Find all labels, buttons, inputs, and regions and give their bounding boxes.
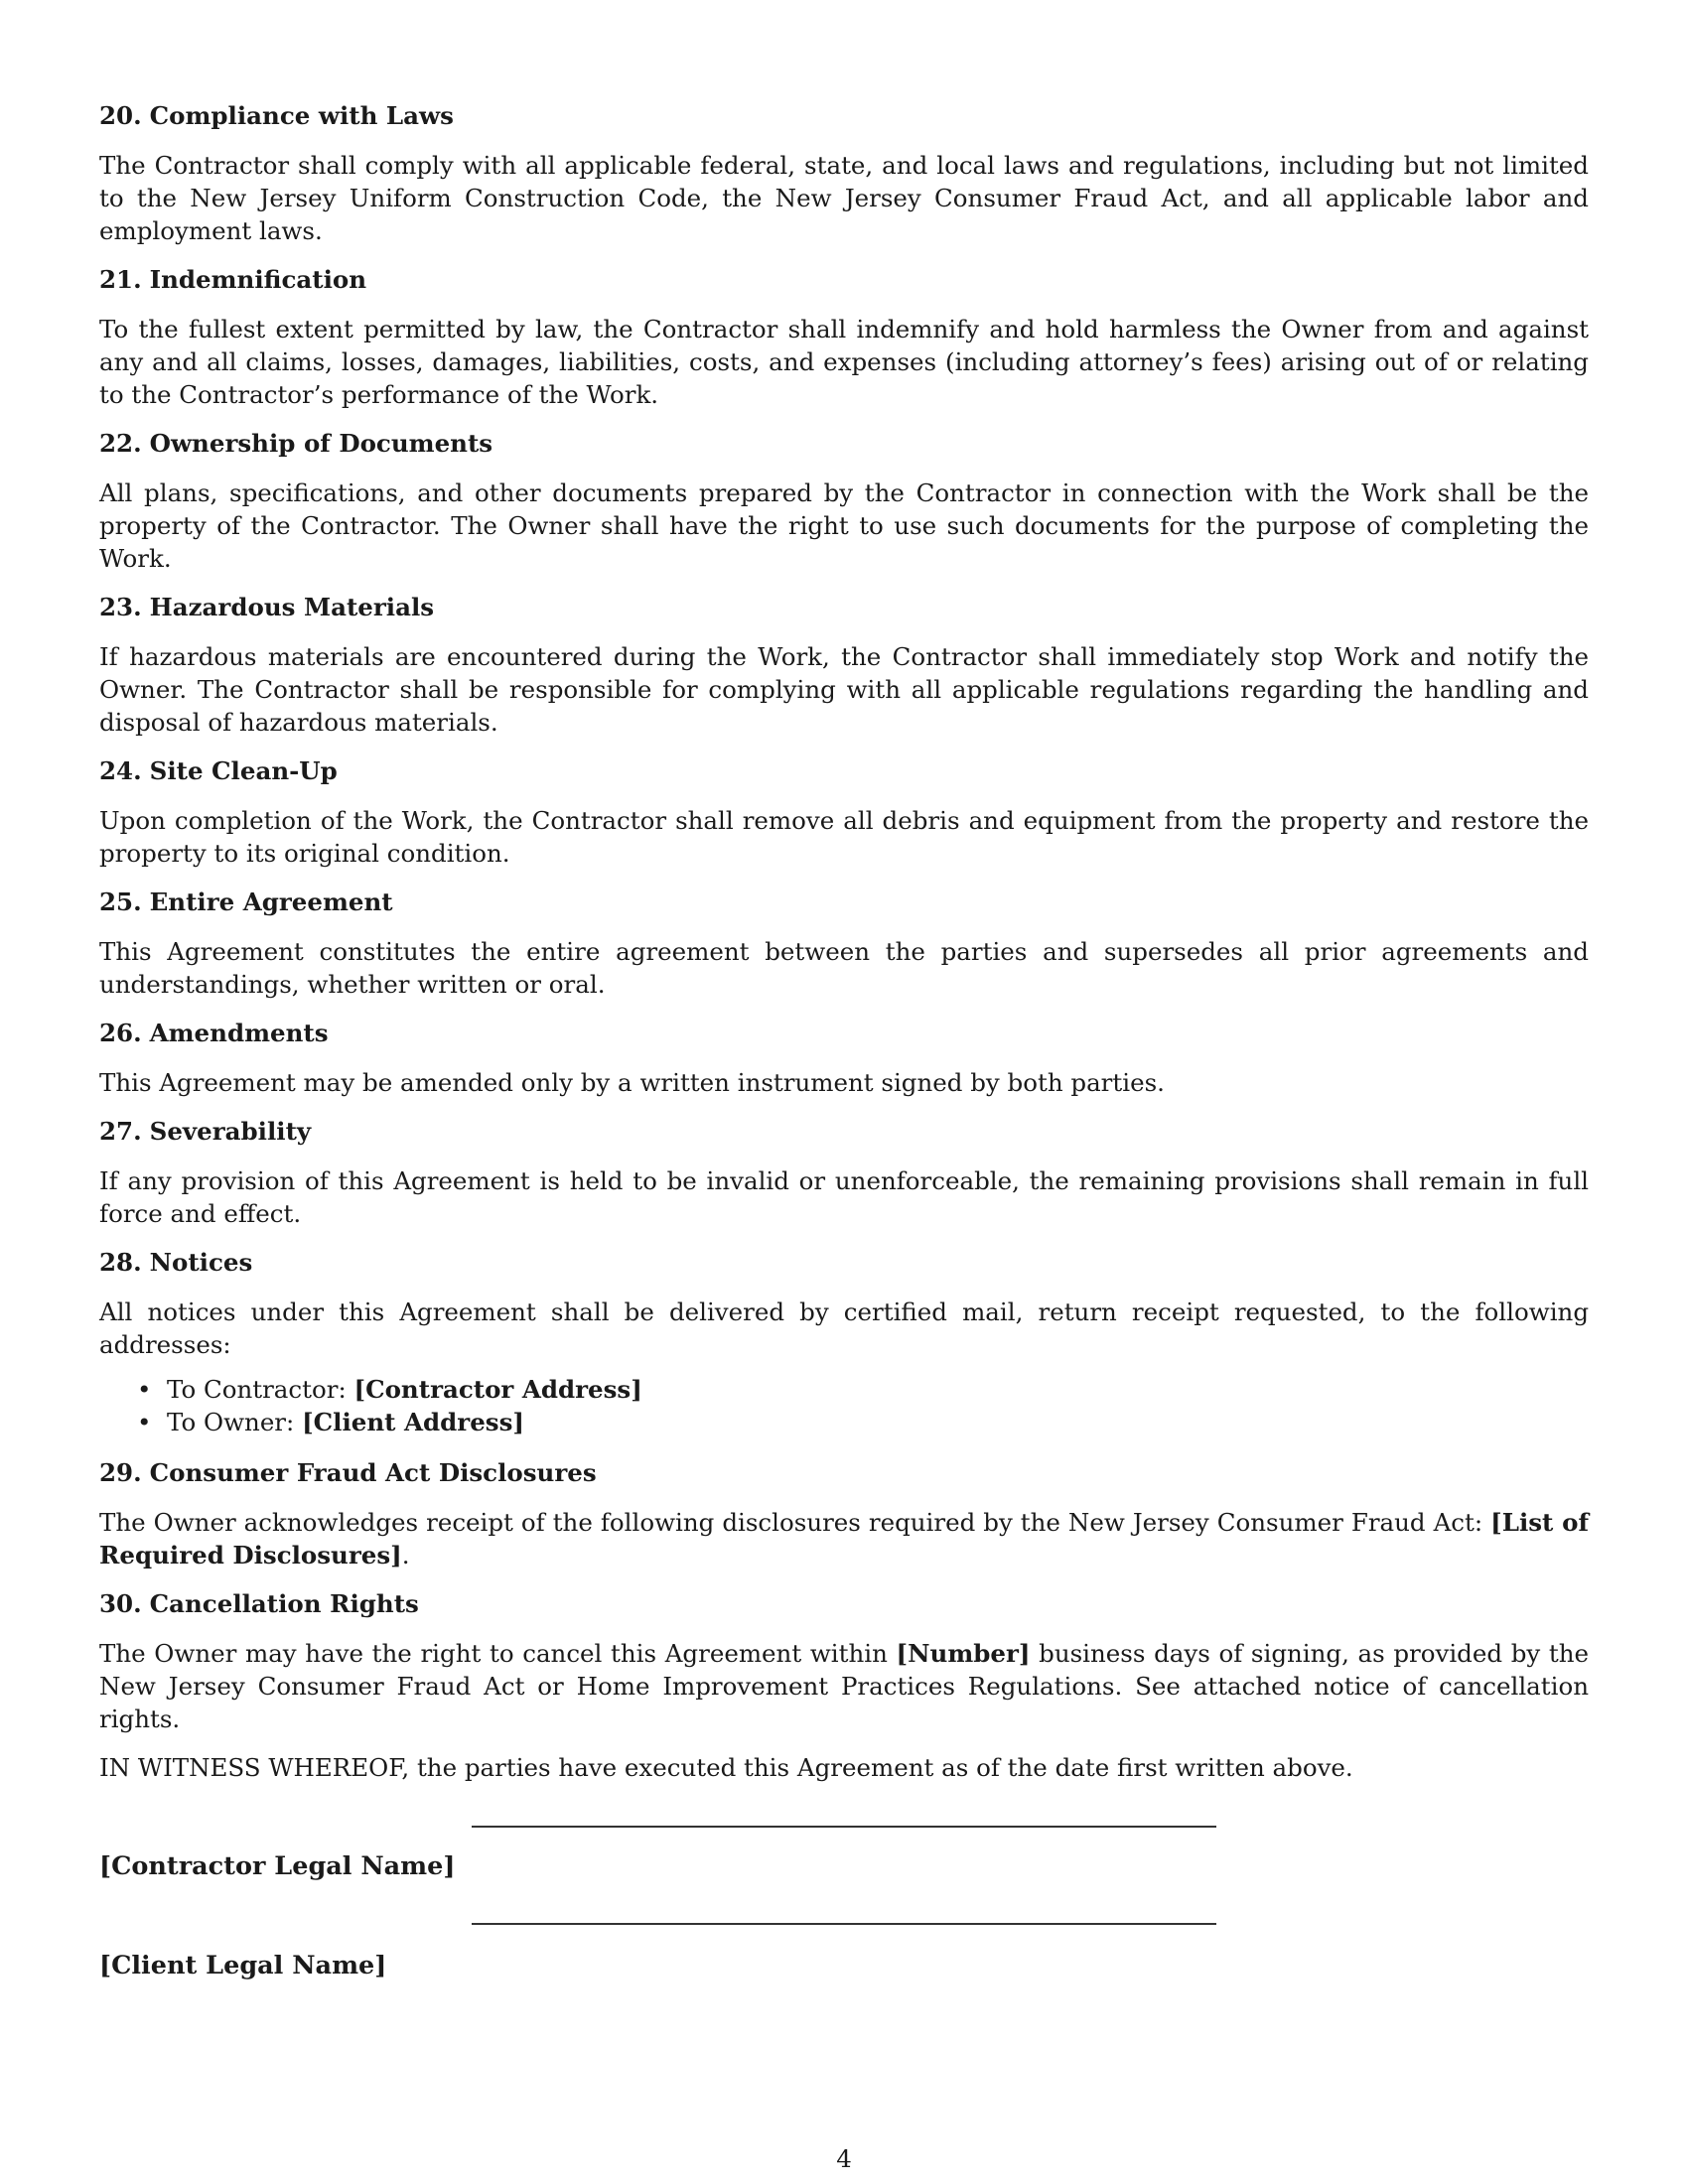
section-body-23: If hazardous materials are encountered during the Work, the Contractor shall immediately stop Work and notify the Owner. The Contractor shall be responsible for complying with all applicable regulations regarding the handling and disposal of hazardous materials. (99, 642, 1589, 737)
document-page (99, 99, 1589, 2006)
section-title: Amendments (149, 1019, 329, 1047)
section-number: 27. (99, 1117, 142, 1146)
section-number: 25. (99, 887, 142, 916)
section-number: 29. (99, 1458, 142, 1487)
section-body-25: This Agreement constitutes the entire agreement between the parties and supersedes all prior agreements and understandings, whether written or oral. (99, 937, 1589, 999)
section-title: Site Clean-Up (149, 756, 338, 785)
section-body-27: If any provision of this Agreement is held to be invalid or unenforceable, the remaining provisions shall remain in full force and effect. (99, 1166, 1589, 1228)
disclosures-placeholder: List of Required Disclosures (99, 1508, 1589, 1570)
section-title: Compliance with Laws (149, 101, 454, 130)
body-text: The Owner may have the right to cancel this Agreement within (99, 1639, 897, 1668)
section-body-30: The Owner may have the right to cancel this Agreement within [Number] business days of signing, as provided by the New Jersey Consumer Fraud Act or Home Improvement Practices Regulations. See attached notice of cancellation rights. (99, 1639, 1590, 1733)
section-title: Indemnification (149, 265, 367, 294)
list-item-contractor-address: • To Contractor: [Contractor Address] (133, 1373, 1589, 1406)
section-heading-27 (99, 1115, 1589, 1149)
section-heading-20 (99, 99, 1589, 133)
notice-address-list (99, 1373, 1589, 1438)
section-body-28: All notices under this Agreement shall be delivered by certified mail, return receipt requested, to the following addresses: (99, 1297, 1589, 1359)
section-number: 28. (99, 1248, 142, 1277)
signature-line (472, 1826, 1216, 1828)
signature-line (472, 1923, 1216, 1925)
section-number: 21. (99, 265, 142, 294)
client-address-placeholder: Client Address (313, 1408, 513, 1436)
section-body-21: To the fullest extent permitted by law, the Contractor shall indemnify and hold harmless the Owner from and against any and all claims, losses, damages, liabilities, costs, and expenses (including attorney’s fees) arising out of or relating to the Contractor’s performance of the Work. (99, 315, 1589, 409)
page-number: 4 (836, 2144, 852, 2173)
section-title: Hazardous Materials (149, 593, 435, 621)
body-text-end: business days of signing, as provided by the New Jersey Consumer Fraud Act or Home Improvement Practices Regulations. See attached notice of cancellation rights. (99, 1639, 1590, 1733)
section-heading-29 (99, 1456, 1589, 1490)
section-body-29: The Owner acknowledges receipt of the following disclosures required by the New Jersey Consumer Fraud Act: [List of Required Disclosures]. (99, 1508, 1589, 1570)
section-body-20: The Contractor shall comply with all applicable federal, state, and local laws and regulations, including but not limited to the New Jersey Uniform Construction Code, the New Jersey Consumer Fraud Act, and all applicable labor and employment laws. (99, 151, 1589, 245)
section-heading-25 (99, 886, 1589, 919)
bullet-label: To Owner: (167, 1408, 295, 1436)
bullet-label: To Contractor: (167, 1375, 347, 1404)
signature-name-text: Client Legal Name (111, 1951, 375, 1980)
contractor-address-placeholder: Contractor Address (365, 1375, 632, 1404)
client-legal-name: [Client Legal Name] (99, 1951, 387, 1980)
section-number: 20. (99, 101, 142, 130)
section-number: 26. (99, 1019, 142, 1047)
signature-name-text: Contractor Legal Name (111, 1851, 444, 1881)
client-signature-block (99, 1907, 1589, 2006)
list-item-owner-address: • To Owner: [Client Address] (133, 1406, 1589, 1438)
section-title: Cancellation Rights (149, 1589, 419, 1618)
section-heading-28 (99, 1246, 1589, 1280)
section-heading-23 (99, 591, 1589, 624)
days-number-placeholder: Number (908, 1639, 1019, 1668)
section-heading-30 (99, 1587, 1589, 1621)
section-heading-22 (99, 427, 1589, 461)
section-title: Notices (149, 1248, 253, 1277)
section-title: Ownership of Documents (149, 429, 493, 458)
section-heading-21 (99, 263, 1589, 297)
witness-clause: IN WITNESS WHEREOF, the parties have executed this Agreement as of the date first written above. (99, 1753, 1353, 1782)
section-number: 23. (99, 593, 142, 621)
section-number: 22. (99, 429, 142, 458)
section-body-24: Upon completion of the Work, the Contractor shall remove all debris and equipment from the property and restore the property to its original condition. (99, 806, 1589, 868)
section-title: Entire Agreement (149, 887, 393, 916)
section-number: 24. (99, 756, 142, 785)
contractor-legal-name: [Contractor Legal Name] (99, 1851, 456, 1881)
section-title: Consumer Fraud Act Disclosures (149, 1458, 597, 1487)
section-heading-24 (99, 754, 1589, 788)
body-text: The Owner acknowledges receipt of the following disclosures required by the New Jersey Consumer Fraud Act: (99, 1508, 1491, 1537)
section-body-26: This Agreement may be amended only by a written instrument signed by both parties. (99, 1068, 1165, 1097)
body-text-end: . (401, 1541, 410, 1570)
section-number: 30. (99, 1589, 142, 1618)
contractor-signature-block (99, 1808, 1589, 1907)
section-title: Severability (149, 1117, 312, 1146)
section-body-22: All plans, specifications, and other documents prepared by the Contractor in connection with the Work shall be the property of the Contractor. The Owner shall have the right to use such documents for the purpose of completing the Work. (99, 478, 1589, 573)
section-heading-26 (99, 1017, 1589, 1050)
